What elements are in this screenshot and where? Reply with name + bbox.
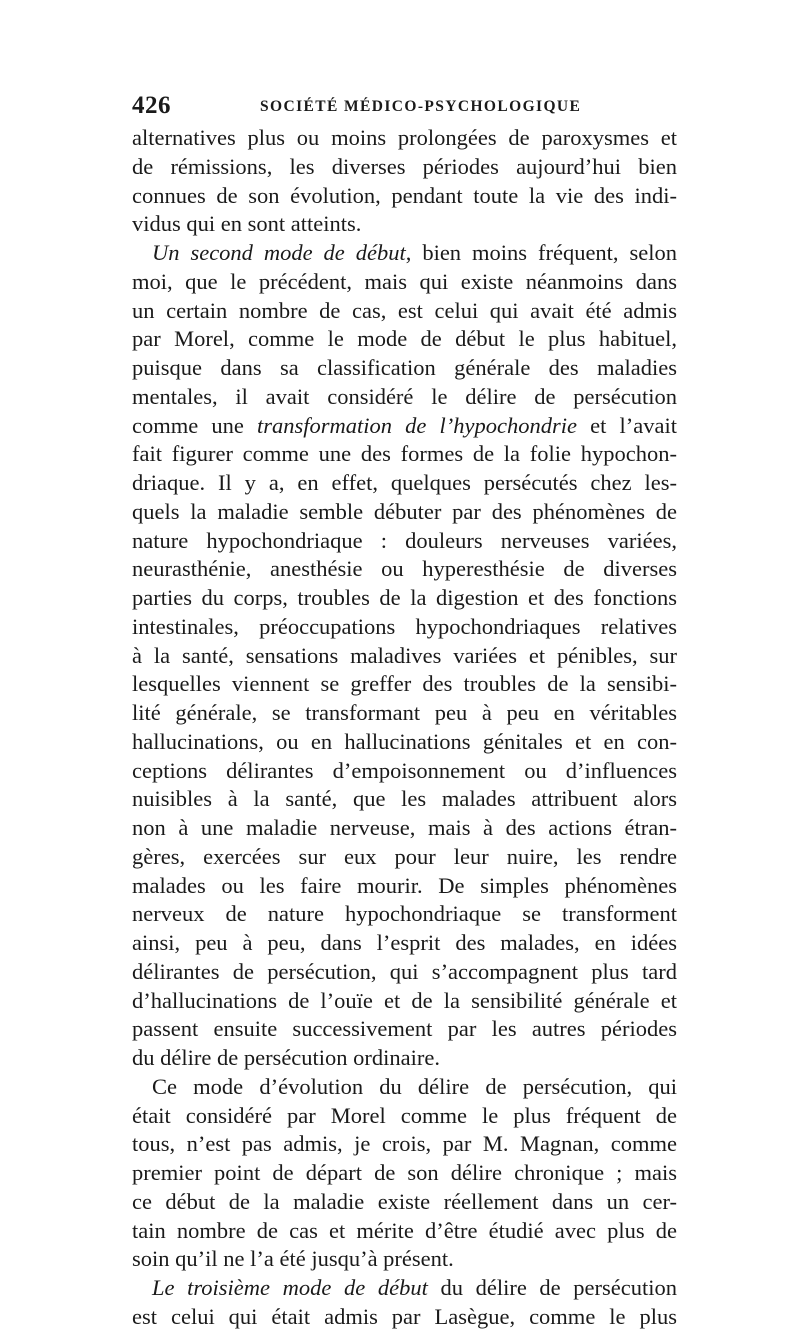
text-segment: neurasthénie, anesthésie ou hyperesthésie de diverses xyxy=(132,556,677,582)
running-head xyxy=(132,92,672,122)
text-line xyxy=(132,1188,677,1217)
text-segment: ce début de la maladie existe réellement dans un cer- xyxy=(132,1188,677,1214)
text-segment: hallucinations, ou en hallucinations génitales et en con- xyxy=(132,728,677,754)
text-segment: du délire de persécution ordinaire. xyxy=(132,1045,441,1070)
text-segment: lité générale, se transformant peu à peu en véritables xyxy=(132,700,677,725)
text-segment: nuisibles à la santé, que les malades attribuent alors xyxy=(132,786,677,812)
text-line xyxy=(132,239,677,268)
text-line xyxy=(132,1274,677,1303)
text-segment: driaque. Il y a, en effet, quelques persécutés chez les- xyxy=(132,470,677,495)
text-segment: passent ensuite successivement par les autres périodes xyxy=(132,1016,677,1042)
text-line xyxy=(132,584,677,613)
text-line xyxy=(132,670,677,699)
text-segment: moi, que le précédent, mais qui existe néanmoins dans xyxy=(132,268,677,294)
text-line xyxy=(132,728,677,757)
italic-text-segment: Un second mode de début xyxy=(152,240,406,265)
text-line xyxy=(132,440,677,469)
text-line xyxy=(132,1303,677,1332)
text-segment: était considéré par Morel comme le plus fréquent de xyxy=(132,1102,677,1128)
text-line xyxy=(132,1044,677,1073)
text-segment: ceptions délirantes d’empoisonnement ou d’influences xyxy=(132,757,677,783)
text-line xyxy=(132,958,677,987)
text-segment: à la santé, sensations maladives variées et pénibles, sur xyxy=(132,642,677,668)
text-segment: ainsi, peu à peu, dans l’esprit des malades, en idées xyxy=(132,930,677,955)
text-line xyxy=(132,412,677,441)
text-segment: gères, exercées sur eux pour leur nuire, les rendre xyxy=(132,843,677,869)
text-line xyxy=(132,527,677,556)
text-segment: parties du corps, troubles de la digestion et des fonctions xyxy=(132,585,677,610)
text-segment: est celui qui était admis par Lasègue, comme le plus xyxy=(132,1303,677,1329)
text-segment: quels la maladie semble débuter par des phénomènes de xyxy=(132,498,677,524)
text-line xyxy=(132,498,677,527)
text-segment: comme une xyxy=(132,412,257,438)
text-segment: , bien moins fréquent, selon xyxy=(405,240,677,265)
journal-title: SOCIÉTÉ MÉDICO-PSYCHOLOGIQUE xyxy=(260,98,582,115)
text-segment: par Morel, comme le mode de début le plus habituel, xyxy=(132,326,677,352)
text-segment: malades ou les faire mourir. De simples phénomènes xyxy=(132,872,677,898)
text-segment: un certain nombre de cas, est celui qui avait été admis xyxy=(132,297,677,323)
text-segment: lesquelles viennent se greffer des troubles de la sensibi- xyxy=(132,671,677,697)
text-line xyxy=(132,1159,677,1188)
text-segment: nerveux de nature hypochondriaque se transforment xyxy=(132,901,677,927)
text-segment: nature hypochondriaque : douleurs nerveuses variées, xyxy=(132,527,677,553)
text-line xyxy=(132,1073,677,1102)
text-segment: fait figurer comme une des formes de la folie hypochon- xyxy=(132,441,677,467)
text-segment: et l’avait xyxy=(577,412,677,438)
text-line xyxy=(132,900,677,929)
text-line xyxy=(132,699,677,728)
text-line xyxy=(132,124,677,153)
body-text xyxy=(132,124,677,1332)
text-segment: tain nombre de cas et mérite d’être étudié avec plus de xyxy=(132,1217,677,1243)
text-line xyxy=(132,325,677,354)
text-line xyxy=(132,642,677,671)
text-line xyxy=(132,929,677,958)
text-line xyxy=(132,843,677,872)
text-line xyxy=(132,555,677,584)
text-segment: alternatives plus ou moins prolongées de paroxysmes et xyxy=(132,125,677,150)
text-segment: puisque dans sa classification générale des maladies xyxy=(132,355,677,380)
text-line xyxy=(132,182,677,211)
text-line xyxy=(132,354,677,383)
text-segment: de rémissions, les diverses périodes aujourd’hui bien xyxy=(132,153,677,179)
page-number: 426 xyxy=(132,92,171,119)
italic-text-segment: Le troisième mode de début xyxy=(152,1275,428,1300)
text-line xyxy=(132,757,677,786)
text-line xyxy=(132,785,677,814)
text-segment: vidus qui en sont atteints. xyxy=(132,211,362,237)
text-segment: connues de son évolution, pendant toute la vie des indi- xyxy=(132,182,677,208)
text-line xyxy=(132,469,677,498)
text-line xyxy=(132,210,677,239)
text-line xyxy=(132,987,677,1016)
text-segment: tous, n’est pas admis, je crois, par M. Magnan, comme xyxy=(132,1131,677,1157)
text-segment: soin qu’il ne l’a été jusqu’à présent. xyxy=(132,1246,454,1272)
text-line xyxy=(132,1015,677,1044)
text-segment: du délire de persécution xyxy=(427,1275,677,1300)
text-segment: premier point de départ de son délire chronique ; mais xyxy=(132,1160,677,1185)
text-line xyxy=(132,1217,677,1246)
text-line xyxy=(132,268,677,297)
text-line xyxy=(132,297,677,326)
text-segment: intestinales, préoccupations hypochondriaques relatives xyxy=(132,613,677,639)
text-segment: mentales, il avait considéré le délire de persécution xyxy=(132,383,677,409)
text-line xyxy=(132,1130,677,1159)
text-line xyxy=(132,613,677,642)
text-segment: d’hallucinations de l’ouïe et de la sensibilité générale et xyxy=(132,987,677,1013)
text-line xyxy=(132,383,677,412)
text-line xyxy=(132,872,677,901)
text-segment: délirantes de persécution, qui s’accompagnent plus tard xyxy=(132,958,677,984)
text-line xyxy=(132,814,677,843)
text-line xyxy=(132,153,677,182)
text-segment: Ce mode d’évolution du délire de persécution, qui xyxy=(152,1073,677,1099)
text-line xyxy=(132,1102,677,1131)
italic-text-segment: transformation de l’hypochondrie xyxy=(257,412,577,438)
text-segment: non à une maladie nerveuse, mais à des actions étran- xyxy=(132,815,677,840)
